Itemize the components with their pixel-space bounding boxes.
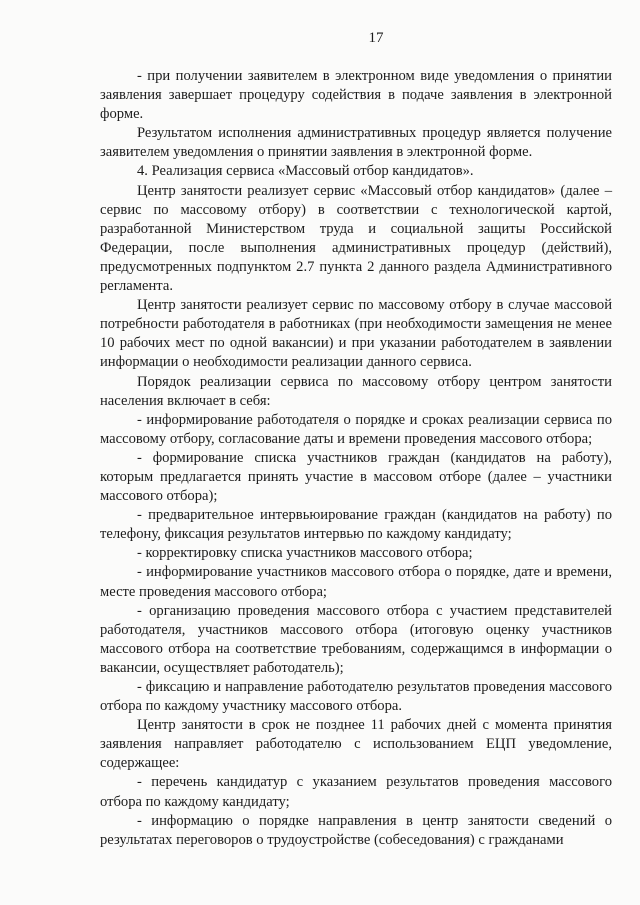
list-item: - информирование работодателя о порядке и сроках реализации сервиса по массовому отбору, согласование даты и времени проведения массового отбора; — [100, 411, 612, 447]
list-item: - информацию о порядке направления в центр занятости сведений о результатах переговоров о трудоустройстве (собеседования) с гражданами — [100, 812, 612, 848]
paragraph: Порядок реализации сервиса по массовому отбору центром занятости населения включает в себя: — [100, 373, 612, 409]
page-number: 17 — [368, 30, 384, 46]
list-item: - предварительное интервьюирование граждан (кандидатов на работу) по телефону, фиксация результатов интервью по каждому кандидату; — [100, 507, 612, 543]
list-item: - фиксацию и направление работодателю результатов проведения массового отбора по каждому участнику массового отбора. — [100, 679, 612, 715]
list-item: - корректировку списка участников массового отбора; — [137, 545, 473, 562]
paragraph: Центр занятости в срок не позднее 11 рабочих дней с момента принятия заявления направляет работодателю с использованием ЕЦП уведомление, содержащее: — [100, 717, 612, 772]
paragraph: Результатом исполнения административных процедур является получение заявителем уведомления о принятии заявления в электронной форме. — [100, 125, 612, 161]
paragraph: Центр занятости реализует сервис по массовому отбору в случае массовой потребности работодателя в работниках (при необходимости замещения не менее 10 рабочих мест по одной вакансии) и при указании работодателем в заявлении информации о необходимости реализации данного сервиса. — [100, 297, 612, 371]
list-item: - организацию проведения массового отбора с участием представителей работодателя, участников массового отбора (итоговую оценку участников массового отбора на соответствие требованиям, содержащимся в информации о вакансии, осуществляет работодатель); — [100, 602, 612, 676]
list-item: - формирование списка участников граждан (кандидатов на работу), которым предлагается принять участие в массовом отборе (далее – участники массового отбора); — [100, 449, 612, 505]
paragraph: - при получении заявителем в электронном виде уведомления о принятии заявления завершает процедуру содействия в подаче заявления в электронной форме. — [100, 68, 612, 123]
list-item: - перечень кандидатур с указанием результатов проведения массового отбора по каждому кандидату; — [100, 774, 612, 810]
document-body — [100, 67, 612, 850]
section-heading: 4. Реализация сервиса «Массовый отбор кандидатов». — [137, 163, 474, 180]
list-item: - информирование участников массового отбора о порядке, дате и времени, месте проведения массового отбора; — [100, 564, 612, 600]
paragraph: Центр занятости реализует сервис «Массовый отбор кандидатов» (далее – сервис по массовому отбору) в соответствии с технологической картой, разработанной Министерством труда и социальной защиты Российской Федерации, после выполнения административных процедур (действий), предусмотренных подпунктом 2.7 пункта 2 данного раздела Административного регламента. — [100, 182, 612, 295]
